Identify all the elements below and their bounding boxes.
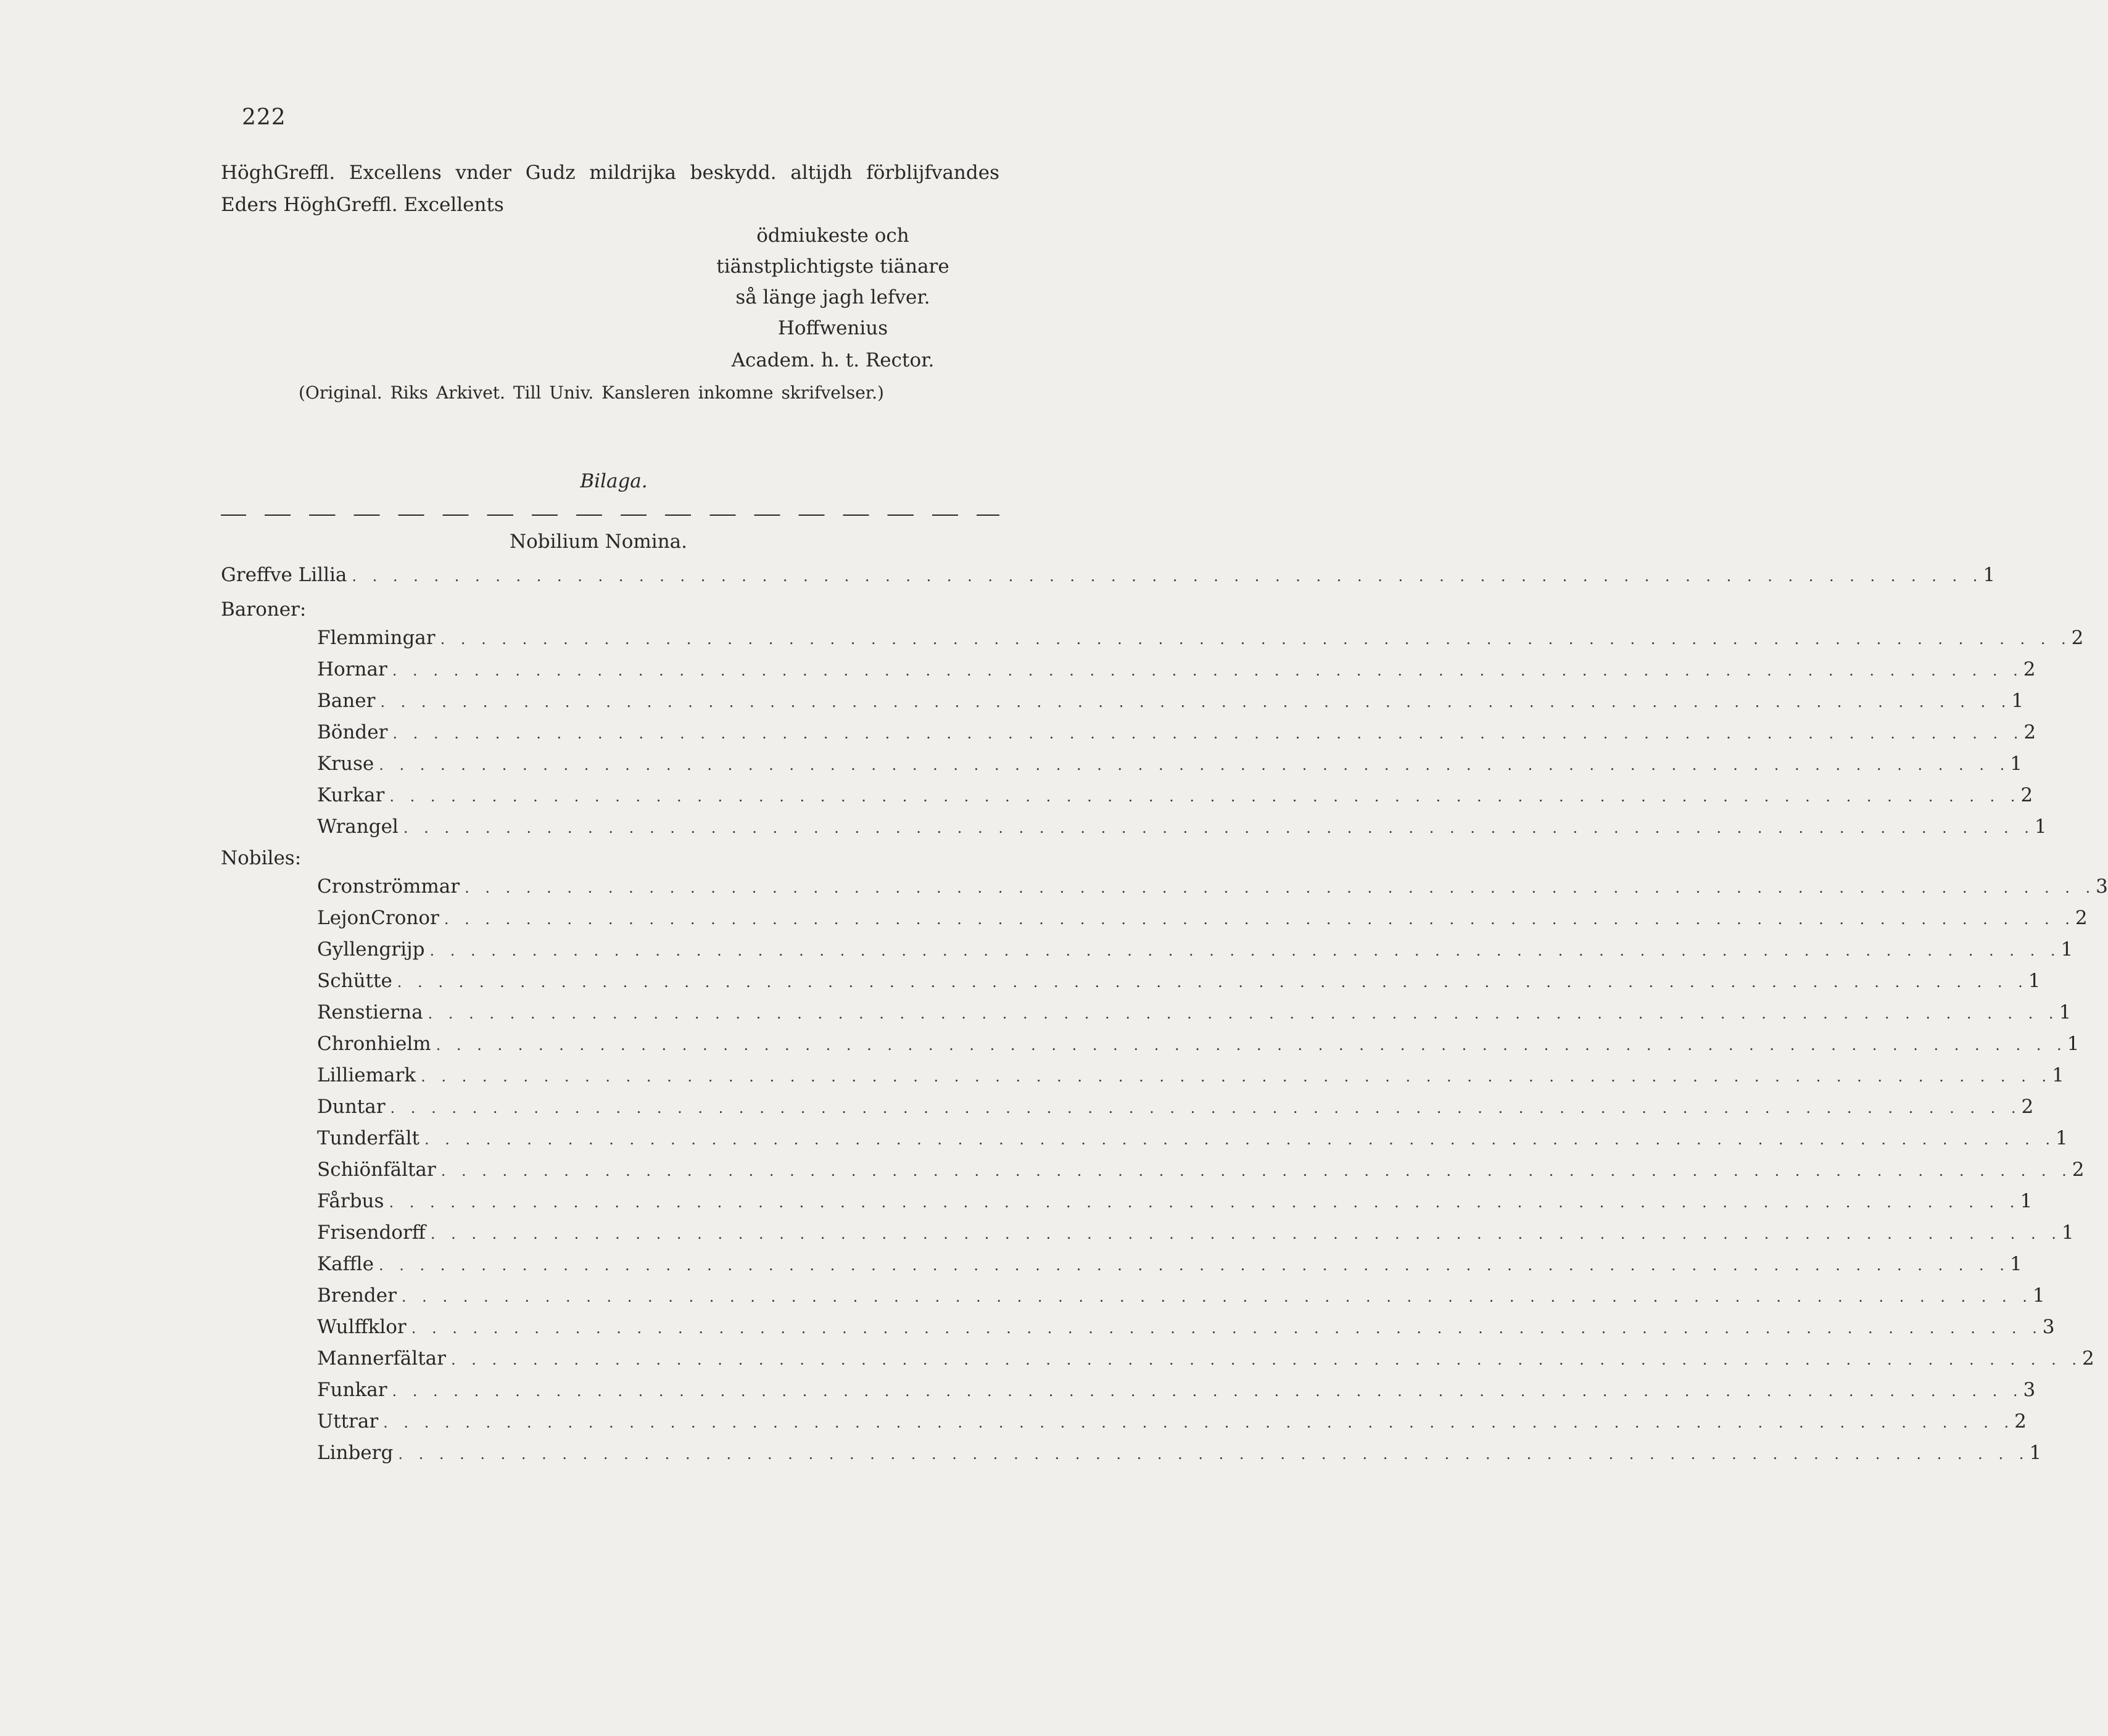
entry-name: Duntar — [317, 1096, 386, 1118]
entry-count: 2 — [2023, 658, 2036, 680]
closing-line-1: ödmiukeste och — [756, 225, 909, 247]
entry-name: Tunderfält — [317, 1127, 420, 1149]
entry-count: 1 — [2055, 1127, 2068, 1149]
entry-name: LejonCronor — [317, 907, 439, 929]
entry-count: 1 — [2009, 1253, 2022, 1275]
dot-leader: . . . . . . . . . . . . . . . . . . . . . . . . . . . . . . . . . . . . . . . . . . . . . . . . . . . . . . . . . . . . . . . . . . . . . . . . . . . . . . . . — [389, 788, 2021, 805]
closing-signature: Hoffwenius — [777, 317, 888, 339]
dot-leader: . . . . . . . . . . . . . . . . . . . . . . . . . . . . . . . . . . . . . . . . . . . . . . . . . . . . . . . . . . . . . . . . . . . . . . . . . . . . . . . . — [450, 1351, 2082, 1368]
entry-name: Mannerfältar — [317, 1347, 446, 1370]
baron-entry — [317, 721, 2036, 746]
entry-name: Flemmingar — [317, 627, 436, 649]
noble-entry — [317, 1316, 2055, 1341]
closing-line-3: så länge jagh lefver. — [735, 286, 930, 308]
dot-leader: . . . . . . . . . . . . . . . . . . . . . . . . . . . . . . . . . . . . . . . . . . . . . . . . . . . . . . . . . . . . . . . . . . . . . . . . . . . . . . . . — [352, 568, 1983, 585]
noble-entry — [317, 1190, 2033, 1215]
dot-leader: . . . . . . . . . . . . . . . . . . . . . . . . . . . . . . . . . . . . . . . . . . . . . . . . . . . . . . . . . . . . . . . . . . . . . . . . . . . . . . . . — [378, 1257, 2010, 1274]
entry-count: 2 — [2075, 907, 2088, 929]
dot-leader: . . . . . . . . . . . . . . . . . . . . . . . . . . . . . . . . . . . . . . . . . . . . . . . . . . . . . . . . . . . . . . . . . . . . . . . . . . . . . . . . — [397, 973, 2028, 991]
entry-count: 3 — [2096, 875, 2108, 898]
dot-leader: . . . . . . . . . . . . . . . . . . . . . . . . . . . . . . . . . . . . . . . . . . . . . . . . . . . . . . . . . . . . . . . . . . . . . . . . . . . . . . . . — [380, 693, 2012, 711]
dot-leader: . . . . . . . . . . . . . . . . . . . . . . . . . . . . . . . . . . . . . . . . . . . . . . . . . . . . . . . . . . . . . . . . . . . . . . . . . . . . . . . . — [436, 1036, 2067, 1054]
entry-name: Cronströmmar — [317, 875, 460, 898]
entry-count: 1 — [2032, 1284, 2045, 1307]
entry-count: 2 — [2081, 1347, 2094, 1370]
entry-name: Fårbus — [317, 1190, 384, 1212]
entry-count: 2 — [2023, 721, 2036, 743]
noble-entry — [317, 1284, 2045, 1309]
noble-entry — [317, 970, 2041, 994]
entry-count: 1 — [2061, 1221, 2074, 1244]
entry-name: Brender — [317, 1284, 397, 1307]
baron-entry — [317, 784, 2033, 809]
entry-count: 1 — [2034, 816, 2047, 838]
closing-title: Academ. h. t. Rector. — [731, 349, 935, 371]
entry-name: Chronhielm — [317, 1033, 431, 1055]
entry-count: 2 — [2014, 1410, 2027, 1432]
section-heading: Nobilium Nomina. — [510, 531, 687, 553]
dot-leader: . . . . . . . . . . . . . . . . . . . . . . . . . . . . . . . . . . . . . . . . . . . . . . . . . . . . . . . . . . . . . . . . . . . . . . . . . . . . . . . . — [428, 1005, 2059, 1022]
entry-name: Funkar — [317, 1379, 387, 1401]
dot-leader: . . . . . . . . . . . . . . . . . . . . . . . . . . . . . . . . . . . . . . . . . . . . . . . . . . . . . . . . . . . . . . . . . . . . . . . . . . . . . . . . — [411, 1320, 2043, 1337]
barons-label: Baroner: — [221, 598, 307, 621]
noble-entry — [317, 1410, 2027, 1435]
entry-name: Bönder — [317, 721, 388, 743]
noble-entry — [317, 1127, 2068, 1152]
dot-leader: . . . . . . . . . . . . . . . . . . . . . . . . . . . . . . . . . . . . . . . . . . . . . . . . . . . . . . . . . . . . . . . . . . . . . . . . . . . . . . . . — [429, 942, 2061, 959]
entry-name: Greffve Lillia — [221, 564, 347, 586]
entry-count: 2 — [2020, 784, 2033, 806]
entry-name: Frisendorff — [317, 1221, 426, 1244]
baron-entry — [317, 753, 2022, 777]
entry-count: 1 — [2011, 690, 2024, 712]
dot-leader: . . . . . . . . . . . . . . . . . . . . . . . . . . . . . . . . . . . . . . . . . . . . . . . . . . . . . . . . . . . . . . . . . . . . . . . . . . . . . . . . — [392, 662, 2023, 679]
dot-leader: . . . . . . . . . . . . . . . . . . . . . . . . . . . . . . . . . . . . . . . . . . . . . . . . . . . . . . . . . . . . . . . . . . . . . . . . . . . . . . . . — [421, 1068, 2052, 1085]
entry-count: 2 — [2021, 1096, 2034, 1118]
entry-name: Schiönfältar — [317, 1159, 436, 1181]
entry-count: 1 — [2052, 1064, 2064, 1086]
entry-name: Gyllengrijp — [317, 938, 425, 961]
appendix-title: Bilaga. — [580, 470, 648, 492]
entry-name: Schütte — [317, 970, 392, 992]
entry-count: 1 — [2059, 1001, 2072, 1023]
dashed-divider — [221, 515, 999, 516]
page-number: 222 — [242, 105, 286, 130]
dot-leader: . . . . . . . . . . . . . . . . . . . . . . . . . . . . . . . . . . . . . . . . . . . . . . . . . . . . . . . . . . . . . . . . . . . . . . . . . . . . . . . . — [403, 819, 2035, 837]
entry-name: Baner — [317, 690, 376, 712]
entry-name: Uttrar — [317, 1410, 379, 1432]
noble-entry — [317, 1442, 2042, 1466]
dot-leader: . . . . . . . . . . . . . . . . . . . . . . . . . . . . . . . . . . . . . . . . . . . . . . . . . . . . . . . . . . . . . . . . . . . . . . . . . . . . . . . . — [392, 725, 2024, 742]
dot-leader: . . . . . . . . . . . . . . . . . . . . . . . . . . . . . . . . . . . . . . . . . . . . . . . . . . . . . . . . . . . . . . . . . . . . . . . . . . . . . . . . — [440, 630, 2072, 648]
entry-name: Kurkar — [317, 784, 385, 806]
dot-leader: . . . . . . . . . . . . . . . . . . . . . . . . . . . . . . . . . . . . . . . . . . . . . . . . . . . . . . . . . . . . . . . . . . . . . . . . . . . . . . . . — [430, 1225, 2062, 1242]
noble-entry — [317, 1379, 2036, 1403]
noble-entry — [317, 1159, 2085, 1183]
baron-entry — [317, 658, 2036, 683]
entry-count: 1 — [2067, 1033, 2080, 1055]
entry-name: Kaffle — [317, 1253, 374, 1275]
noble-entry — [317, 1096, 2034, 1120]
dot-leader: . . . . . . . . . . . . . . . . . . . . . . . . . . . . . . . . . . . . . . . . . . . . . . . . . . . . . . . . . . . . . . . . . . . . . . . . . . . . . . . . — [379, 756, 2011, 774]
baron-entry — [317, 816, 2047, 840]
dot-leader: . . . . . . . . . . . . . . . . . . . . . . . . . . . . . . . . . . . . . . . . . . . . . . . . . . . . . . . . . . . . . . . . . . . . . . . . . . . . . . . . — [398, 1445, 2030, 1463]
entry-count: 1 — [1983, 564, 1996, 586]
noble-entry — [317, 1253, 2022, 1278]
noble-entry — [317, 1033, 2080, 1057]
noble-entry — [317, 1064, 2064, 1089]
noble-entry — [317, 907, 2088, 932]
noble-entry — [317, 1347, 2094, 1372]
dot-leader: . . . . . . . . . . . . . . . . . . . . . . . . . . . . . . . . . . . . . . . . . . . . . . . . . . . . . . . . . . . . . . . . . . . . . . . . . . . . . . . . — [440, 1162, 2072, 1180]
entry-name: Renstierna — [317, 1001, 423, 1023]
entry-name: Linberg — [317, 1442, 394, 1464]
entry-name: Kruse — [317, 753, 374, 775]
dot-leader: . . . . . . . . . . . . . . . . . . . . . . . . . . . . . . . . . . . . . . . . . . . . . . . . . . . . . . . . . . . . . . . . . . . . . . . . . . . . . . . . — [465, 879, 2096, 896]
entry-count: 1 — [2028, 970, 2041, 992]
entry-count: 3 — [2042, 1316, 2055, 1338]
letter-line-2: Eders HöghGreffl. Excellents — [221, 194, 504, 216]
noble-entry — [317, 1221, 2074, 1246]
entry-count: 2 — [2071, 627, 2084, 649]
entry-count: 1 — [2060, 938, 2073, 961]
noble-entry — [317, 1001, 2072, 1026]
dot-leader: . . . . . . . . . . . . . . . . . . . . . . . . . . . . . . . . . . . . . . . . . . . . . . . . . . . . . . . . . . . . . . . . . . . . . . . . . . . . . . . . — [383, 1414, 2015, 1431]
entry-name: Lilliemark — [317, 1064, 416, 1086]
dot-leader: . . . . . . . . . . . . . . . . . . . . . . . . . . . . . . . . . . . . . . . . . . . . . . . . . . . . . . . . . . . . . . . . . . . . . . . . . . . . . . . . — [444, 911, 2075, 928]
entry-count: 1 — [2029, 1442, 2042, 1464]
baron-entry — [317, 690, 2024, 714]
nobles-label: Nobiles: — [221, 847, 302, 869]
entry-name: Wrangel — [317, 816, 399, 838]
noble-entry — [317, 875, 2108, 900]
dot-leader: . . . . . . . . . . . . . . . . . . . . . . . . . . . . . . . . . . . . . . . . . . . . . . . . . . . . . . . . . . . . . . . . . . . . . . . . . . . . . . . . — [389, 1194, 2020, 1211]
dot-leader: . . . . . . . . . . . . . . . . . . . . . . . . . . . . . . . . . . . . . . . . . . . . . . . . . . . . . . . . . . . . . . . . . . . . . . . . . . . . . . . . — [401, 1288, 2033, 1305]
baron-entry — [317, 627, 2084, 651]
entry-top — [221, 564, 1996, 589]
entry-count: 1 — [2020, 1190, 2033, 1212]
entry-count: 1 — [2010, 753, 2022, 775]
entry-name: Wulffklor — [317, 1316, 407, 1338]
noble-entry — [317, 938, 2073, 963]
dot-leader: . . . . . . . . . . . . . . . . . . . . . . . . . . . . . . . . . . . . . . . . . . . . . . . . . . . . . . . . . . . . . . . . . . . . . . . . . . . . . . . . — [390, 1099, 2022, 1117]
dot-leader: . . . . . . . . . . . . . . . . . . . . . . . . . . . . . . . . . . . . . . . . . . . . . . . . . . . . . . . . . . . . . . . . . . . . . . . . . . . . . . . . — [424, 1131, 2056, 1148]
entry-count: 3 — [2023, 1379, 2036, 1401]
letter-line-1: HöghGreffl. Excellens vnder Gudz mildrijka beskydd. altijdh förblijfvandes — [221, 162, 999, 184]
source-note: (Original. Riks Arkivet. Till Univ. Kansleren inkomne skrifvelser.) — [299, 382, 884, 403]
entry-name: Hornar — [317, 658, 387, 680]
closing-line-2: tiänstplichtigste tiänare — [716, 255, 949, 278]
dot-leader: . . . . . . . . . . . . . . . . . . . . . . . . . . . . . . . . . . . . . . . . . . . . . . . . . . . . . . . . . . . . . . . . . . . . . . . . . . . . . . . . — [392, 1383, 2023, 1400]
entry-count: 2 — [2072, 1159, 2085, 1181]
